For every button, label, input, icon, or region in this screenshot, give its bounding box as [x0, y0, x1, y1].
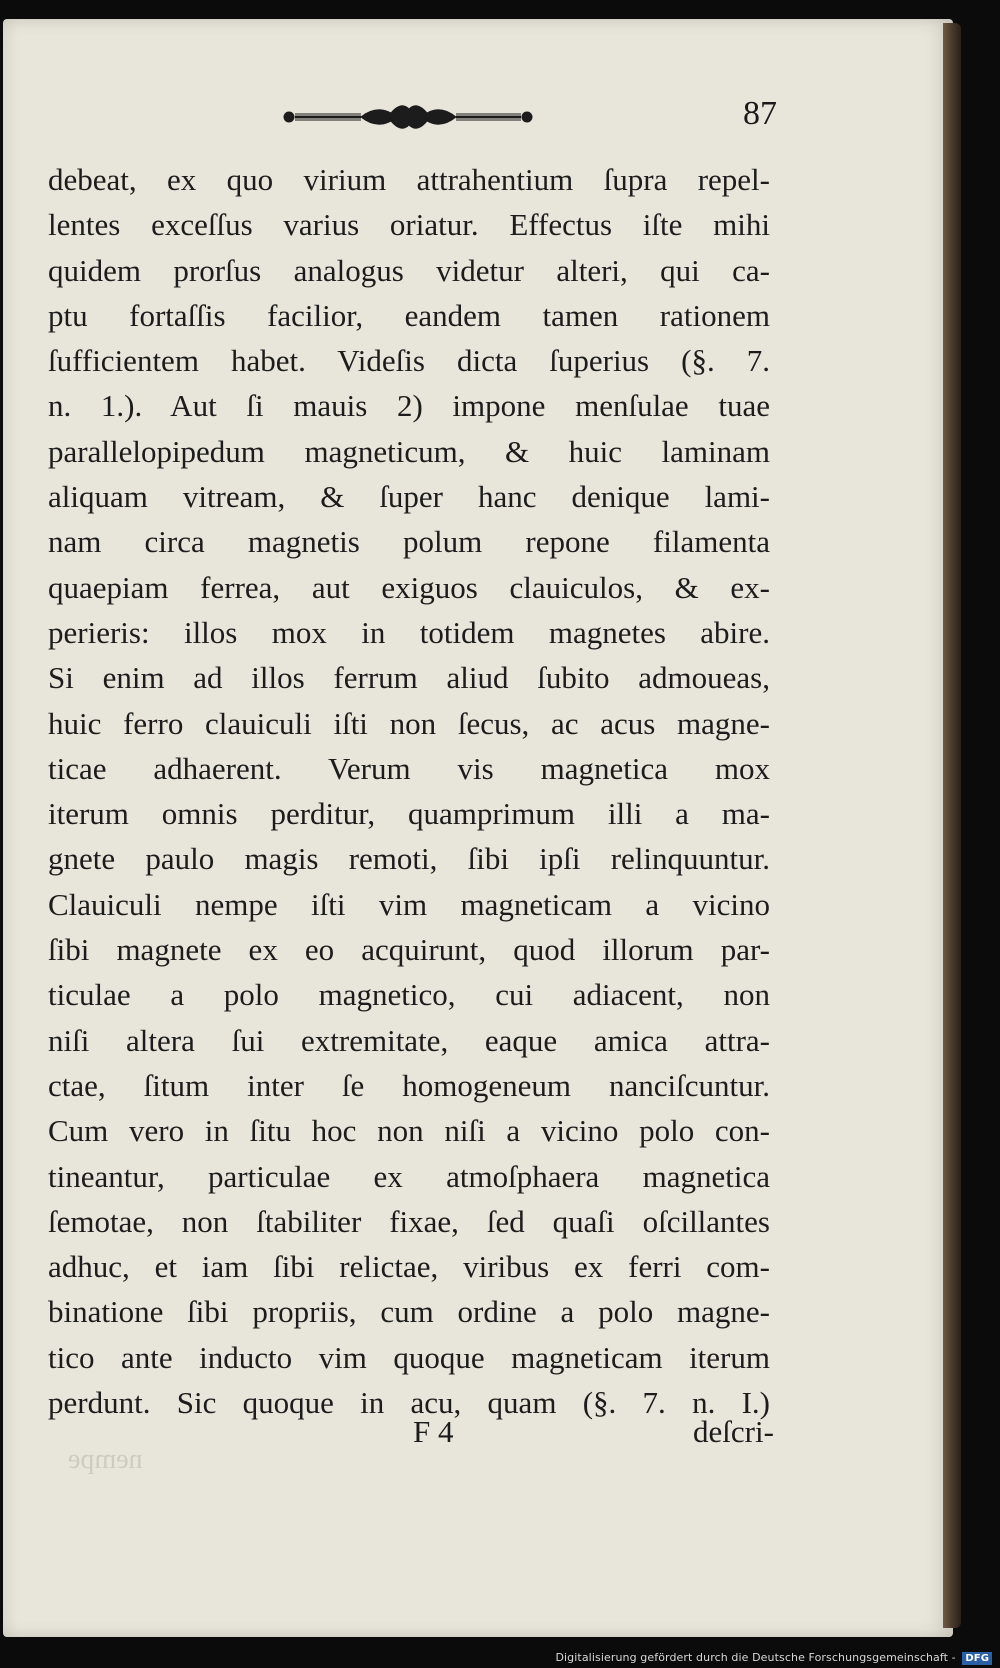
- credit-text: Digitalisierung gefördert durch die Deutsche Forschungsgemeinschaft -: [555, 1651, 956, 1664]
- signature-mark: F 4: [413, 1414, 454, 1449]
- dfg-logo: DFG: [962, 1652, 992, 1665]
- text-line: Si enim ad illos ferrum aliud ſubito admoueas,: [48, 660, 770, 696]
- text-line: ticae adhaerent. Verum vis magnetica mox: [48, 750, 770, 786]
- text-line: nam circa magnetis polum repone filamenta: [48, 524, 770, 560]
- text-line: ctae, ſitum inter ſe homogeneum nanciſcuntur.: [48, 1067, 770, 1103]
- ornamental-headpiece: [281, 99, 536, 135]
- text-line: parallelopipedum magneticum, & huic laminam: [48, 433, 770, 469]
- text-line: adhuc, et iam ſibi relictae, viribus ex ferri com-: [48, 1249, 770, 1285]
- text-line: ptu fortaſſis facilior, eandem tamen rationem: [48, 297, 770, 333]
- text-line: aliquam vitream, & ſuper hanc denique lami-: [48, 479, 770, 515]
- digitization-credit: [555, 1651, 992, 1665]
- text-line: ſufficientem habet. Videſis dicta ſuperius (§. 7.: [48, 343, 770, 379]
- text-line: quaepiam ferrea, aut exiguos clauiculos, & ex-: [48, 569, 770, 605]
- page-footer: [3, 1414, 953, 1464]
- text-line: perieris: illos mox in totidem magnetes abire.: [48, 614, 770, 650]
- text-line: perdunt. Sic quoque in acu, quam (§. 7. n. I.): [48, 1385, 770, 1421]
- text-line: debeat, ex quo virium attrahentium ſupra repel-: [48, 162, 770, 197]
- text-line: binatione ſibi propriis, cum ordine a polo magne-: [48, 1294, 770, 1330]
- text-line: gnete paulo magis remoti, ſibi ipſi relinquuntur.: [48, 841, 770, 877]
- catchword: deſcri-: [693, 1414, 774, 1449]
- text-line: quidem prorſus analogus videtur alteri, qui ca-: [48, 252, 770, 288]
- page-number: 87: [743, 95, 777, 132]
- text-line: n. 1.). Aut ſi mauis 2) impone menſulae tuae: [48, 388, 770, 424]
- bleed-through-text: nempe: [68, 1444, 143, 1475]
- body-text: [48, 157, 770, 1425]
- text-line: tico ante inducto vim quoque magneticam iterum: [48, 1339, 770, 1375]
- text-line: ticulae a polo magnetico, cui adiacent, non: [48, 977, 770, 1013]
- text-line: huic ferro clauiculi iſti non ſecus, ac acus magne-: [48, 705, 770, 741]
- book-page: [3, 19, 953, 1637]
- text-line: iterum omnis perditur, quamprimum illi a ma-: [48, 796, 770, 832]
- text-line: Cum vero in ſitu hoc non niſi a vicino polo con-: [48, 1113, 770, 1149]
- page-edge: [943, 23, 961, 1628]
- text-line: ſemotae, non ſtabiliter fixae, ſed quaſi oſcillantes: [48, 1203, 770, 1239]
- text-line: ſibi magnete ex eo acquirunt, quod illorum par-: [48, 932, 770, 968]
- text-line: Clauiculi nempe iſti vim magneticam a vicino: [48, 886, 770, 922]
- text-line: lentes exceſſus varius oriatur. Effectus iſte mihi: [48, 207, 770, 243]
- text-line: tineantur, particulae ex atmoſphaera magnetica: [48, 1158, 770, 1194]
- text-line: niſi altera ſui extremitate, eaque amica attra-: [48, 1022, 770, 1058]
